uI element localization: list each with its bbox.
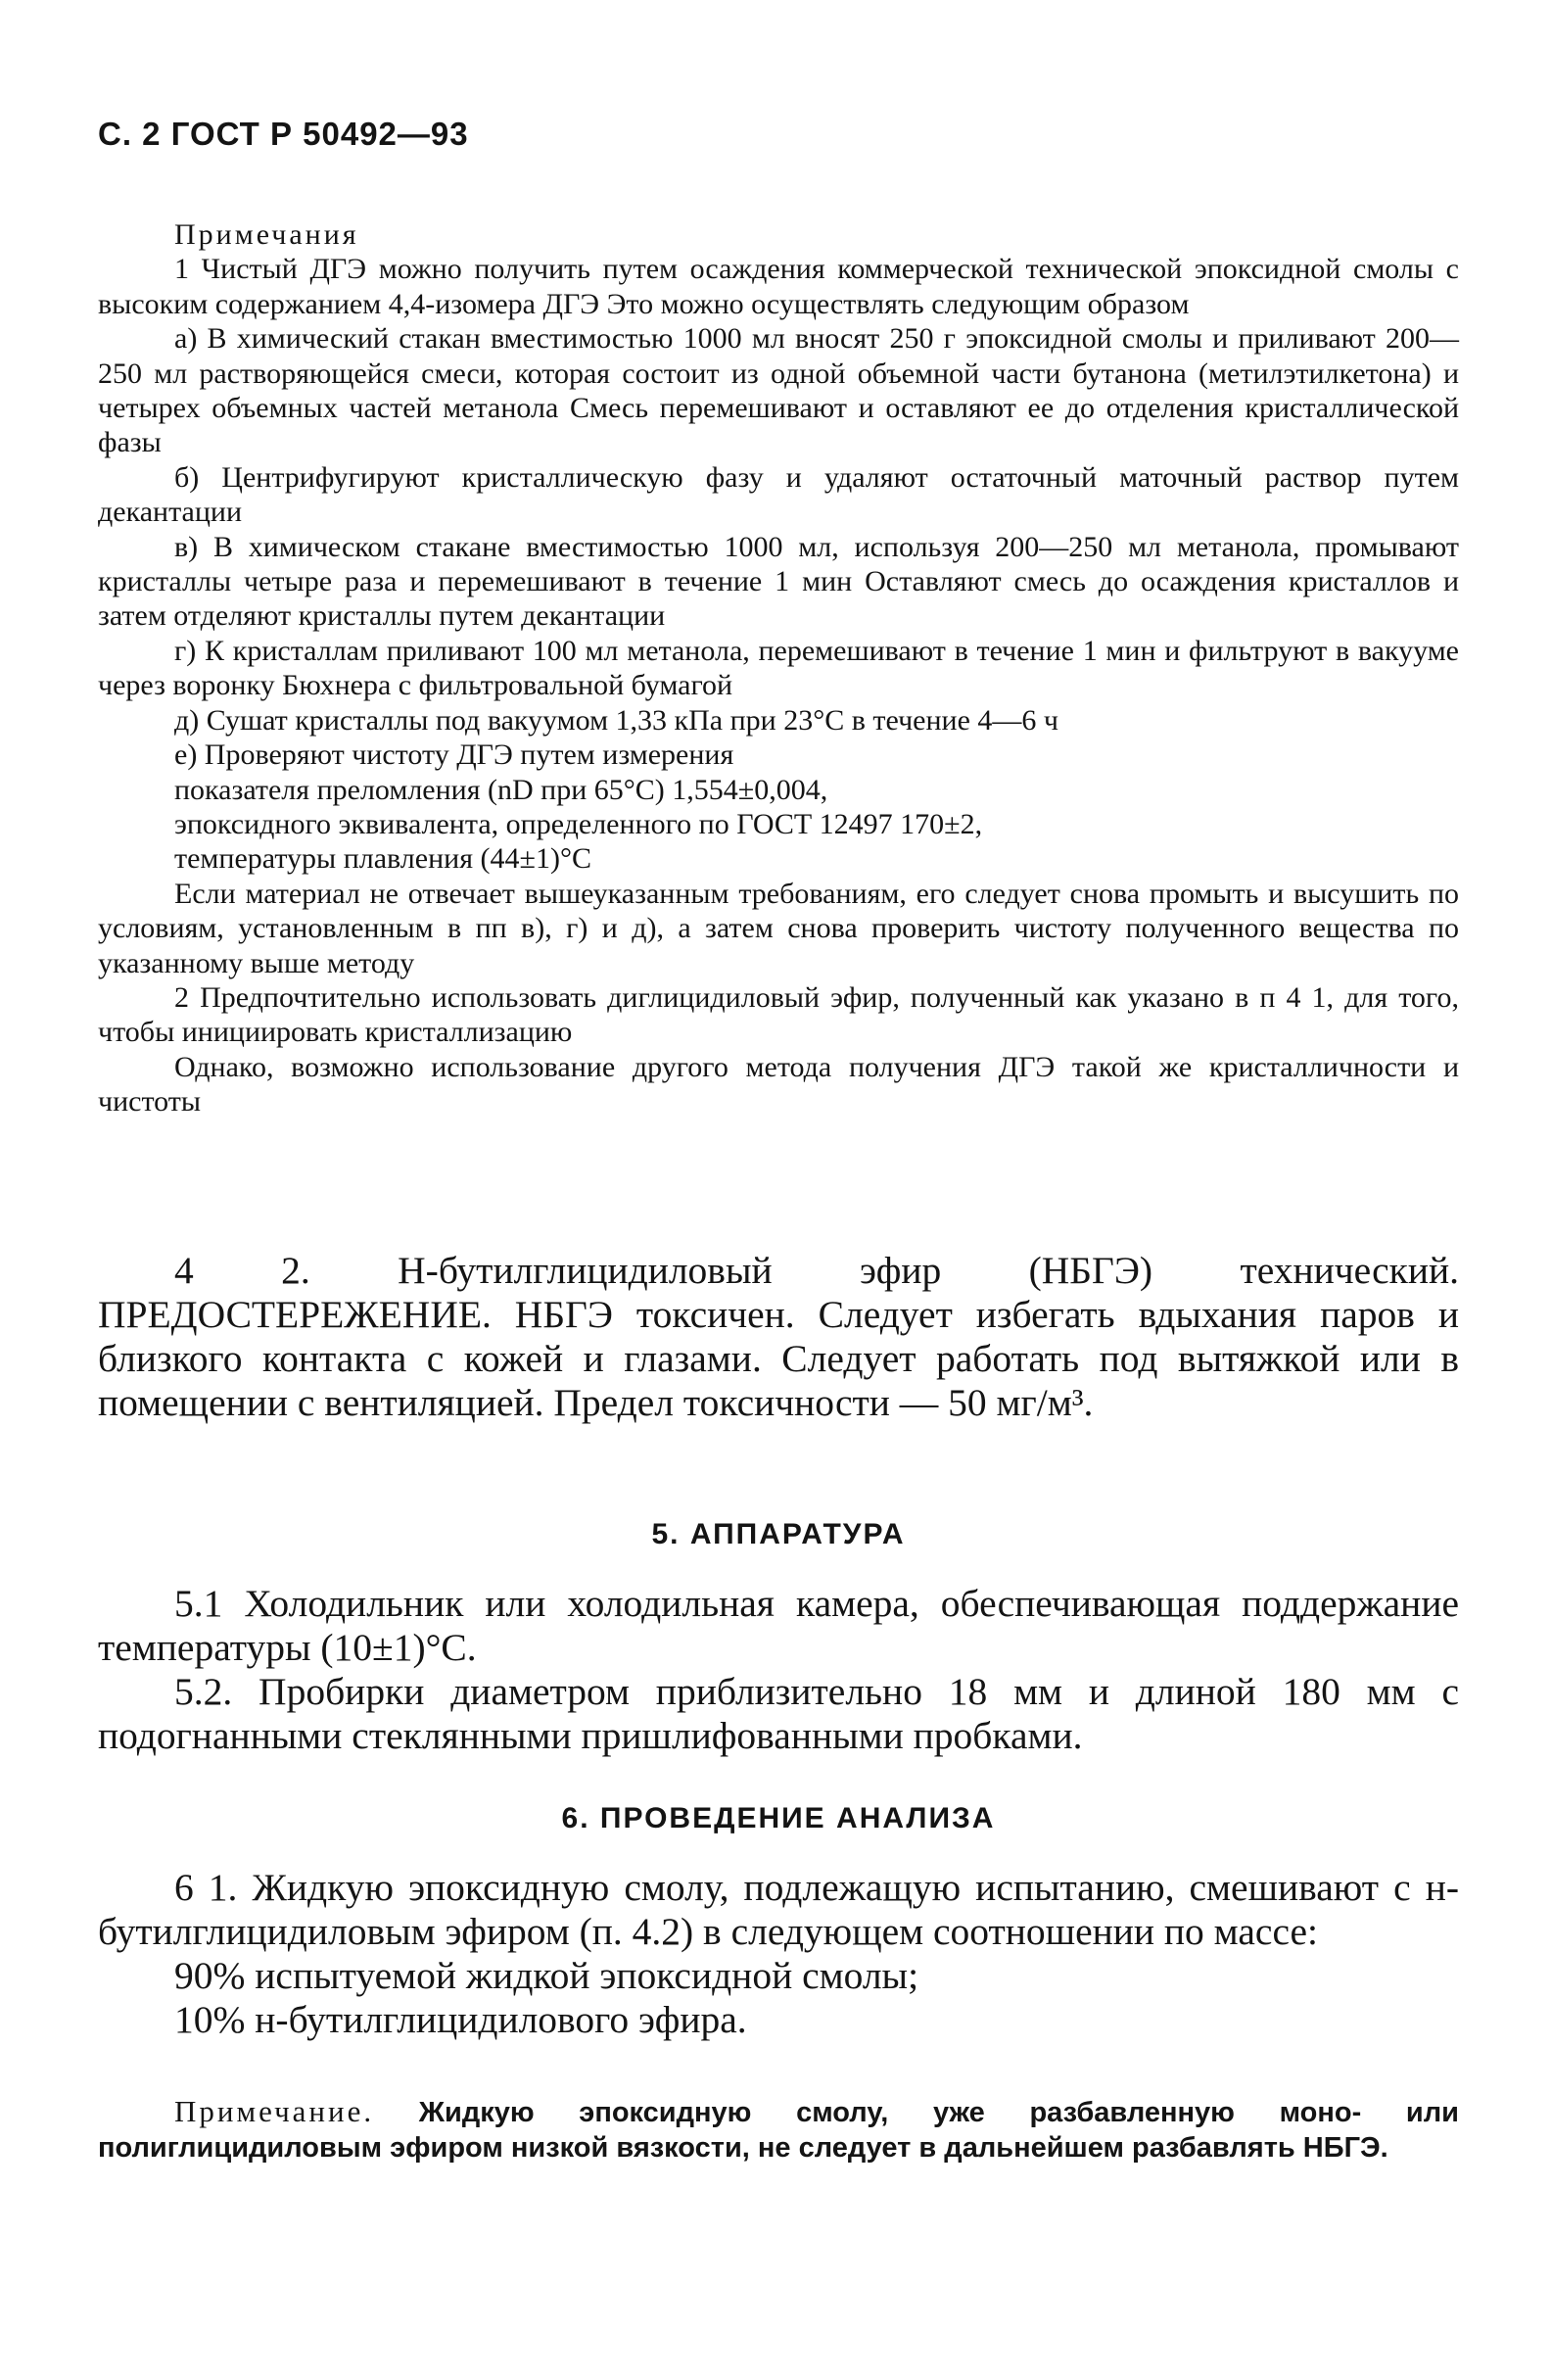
note-1-step-g: г) К кристаллам приливают 100 мл метанола, перемешивают в течение 1 мин и фильтруют в вакууме через воронку Бюхнера с фильтровальной бумагой (98, 634, 1459, 702)
melting-point-line: температуры плавления (44±1)°С (174, 842, 591, 876)
note-1-step-b: б) Центрифугируют кристаллическую фазу и удаляют остаточный маточный раствор путем декантации (98, 460, 1459, 529)
note-body: Жидкую эпоксидную смолу, уже разбавленную моно- или полиглицидиловым эфиром низкой вязкости, не следует в дальнейшем разбавлять НБГЭ. (98, 2097, 1459, 2164)
section-6-title: 6. ПРОВЕДЕНИЕ АНАЛИЗА (561, 1802, 996, 1834)
note-1: 1 Чистый ДГЭ можно получить путем осаждения коммерческой технической эпоксидной смолы с высоким содержанием 4,4-изомера ДГЭ Это можно осуществлять следующим образом (98, 253, 1459, 320)
page-header: С. 2 ГОСТ Р 50492—93 (98, 116, 469, 152)
notes-block (98, 217, 1459, 1119)
section-5-body (98, 1582, 1459, 1758)
refractive-index-line: показателя преломления (nD при 65°С) 1,554±0,004, (174, 773, 828, 806)
note-2: 2 Предпочтительно использовать диглицидиловый эфир, полученный как указано в п 4 1, для того, чтобы инициировать кристаллизацию (98, 980, 1459, 1049)
note-1-step-d: д) Сушат кристаллы под вакуумом 1,33 кПа при 23°С в течение 4—6 ч (174, 703, 1058, 737)
note-1-repeat: Если материал не отвечает вышеуказанным требованиям, его следует снова промыть и высушить по условиям, установленным в пп в), г) и д), а затем снова проверить чистоту полученного вещества по указанному выше методу (98, 877, 1459, 979)
clause-5-1: 5.1 Холодильник или холодильная камера, обеспечивающая поддержание температуры (10±1)°С. (98, 1582, 1459, 1669)
clause-4-2 (98, 1249, 1459, 1425)
epoxy-equivalent-line: эпоксидного эквивалента, определенного по ГОСТ 12497 170±2, (174, 807, 983, 840)
note-1-step-a: а) В химический стакан вместимостью 1000 мл вносят 250 г эпоксидной смолы и приливают 200—250 мл растворяющейся смеси, которая состоит из одной объемной части бутанона (метилэтилкетона) и четырех объемных частей метанола Смесь перемешивают и оставляют ее до отделения кристаллической фазы (98, 322, 1459, 459)
section-6-note-text (98, 2094, 1459, 2166)
section-6-body (98, 1866, 1459, 2042)
mix-ratio-resin: 90% испытуемой жидкой эпоксидной смолы; (174, 1954, 919, 1997)
section-5-title: 5. АППАРАТУРА (651, 1518, 906, 1550)
clause-5-2: 5.2. Пробирки диаметром приблизительно 18 мм и длиной 180 мм с подогнанными стеклянными пришлифованными пробками. (98, 1670, 1459, 1757)
notes-title: Примечания (174, 218, 359, 251)
mix-ratio-ether: 10% н-бутилглицидилового эфира. (174, 1998, 747, 2041)
note-label: Примечание. (174, 2094, 375, 2128)
note-1-step-v: в) В химическом стакане вместимостью 1000 мл, используя 200—250 мл метанола, промывают кристаллы четыре раза и перемешивают в течение 1 мин Оставляют смесь до осаждения кристаллов и затем отделяют кристаллы путем декантации (98, 530, 1459, 633)
note-2-alternative: Однако, возможно использование другого метода получения ДГЭ такой же кристалличности и чистоты (98, 1050, 1459, 1119)
clause-6-1: 6 1. Жидкую эпоксидную смолу, подлежащую испытанию, смешивают с н-бутилглицидиловым эфиром (п. 4.2) в следующем соотношении по массе: (98, 1866, 1459, 1953)
section-6-note (98, 2094, 1459, 2166)
clause-4-2-text: 4 2. Н-бутилглицидиловый эфир (НБГЭ) технический. ПРЕДОСТЕРЕЖЕНИЕ. НБГЭ токсичен. Следует избегать вдыхания паров и близкого контакта с кожей и глазами. Следует работать под вытяжкой или в помещении с вентиляцией. Предел токсичности — 50 мг/м³. (98, 1249, 1459, 1424)
note-1-step-e: е) Проверяют чистоту ДГЭ путем измерения (174, 738, 734, 772)
